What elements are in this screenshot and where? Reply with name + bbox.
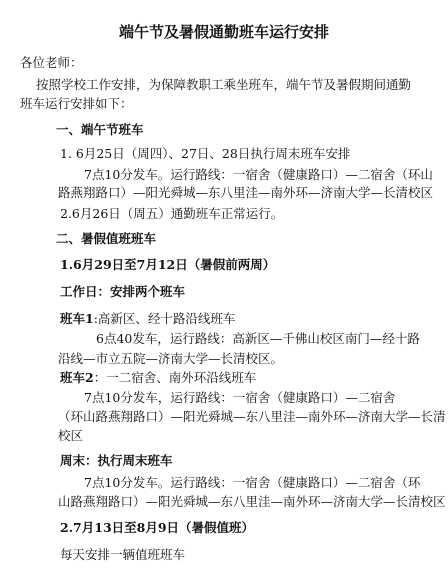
intro-line-2: 班车运行安排如下： [20, 96, 133, 111]
section1-item1-line-3: 路燕翔路口）—阳光舜城—东八里洼—南外环—济南大学—长清校区 [58, 185, 434, 200]
period1-heading: 1.6月29日至7月12日（暑假前两周） [60, 257, 276, 272]
weekend-line-2: 山路燕翔路口）—阳光舜城—东八里洼—南外环—济南大学—长清校区 [58, 494, 446, 509]
bus1-line-1: 6点40发车，运行路线：高新区—千佛山校区南门—经十路 [96, 331, 420, 346]
section1-item1-line-2: 7点10分发车。运行路线：一宿舍（健康路口）—二宿舍（环山 [84, 167, 433, 182]
bus2-line-3: 校区 [58, 428, 84, 443]
workday-heading [0, 284, 448, 300]
bus1-heading [0, 311, 448, 327]
bus1-route-name: :高新区、经十路沿线班车 [93, 311, 236, 326]
bus1-label: 班车1 [60, 311, 94, 326]
period2-heading: 2.7月13日至8月9日（暑假值班） [60, 520, 255, 535]
section1-item1-line-1: 1. 6月25日（周四）、27日、28日执行周末班车安排 [60, 146, 351, 161]
section2-heading: 二、暑假值班班车 [56, 231, 157, 246]
bus2-label: 班车2 [60, 370, 94, 385]
bus2-heading [0, 370, 448, 386]
daily-note: 每天安排一辆值班班车 [60, 547, 186, 562]
weekend-line-1: 7点10分发车。运行路线：一宿舍（健康路口）—二宿舍（环 [84, 475, 421, 490]
workday-label: 工作日：安排两个班车 [60, 284, 186, 299]
weekend-heading: 周末：执行周末班车 [60, 453, 173, 468]
section1-item2: 2.6月26日（周五）通勤班车正常运行。 [60, 206, 284, 221]
intro-line-1: 按照学校工作安排，为保障教职工乘坐班车，端午节及暑假期间通勤 [36, 77, 412, 92]
bus1-line-2: 沿线—市立五院—济南大学—长清校区。 [58, 351, 284, 366]
bus2-line-1: 7点10分发车，运行路线：一宿舍（健康路口）—二宿舍 [84, 390, 396, 405]
salutation: 各位老师： [20, 55, 83, 70]
bus2-route-name: ：一二宿舍、南外环沿线班车 [93, 370, 257, 385]
section1-heading: 一、端午节班车 [56, 122, 144, 137]
bus2-line-2: （环山路燕翔路口）—阳光舜城—东八里洼—南外环—济南大学—长清 [58, 409, 446, 424]
document-title: 端午节及暑假通勤班车运行安排 [118, 23, 329, 41]
